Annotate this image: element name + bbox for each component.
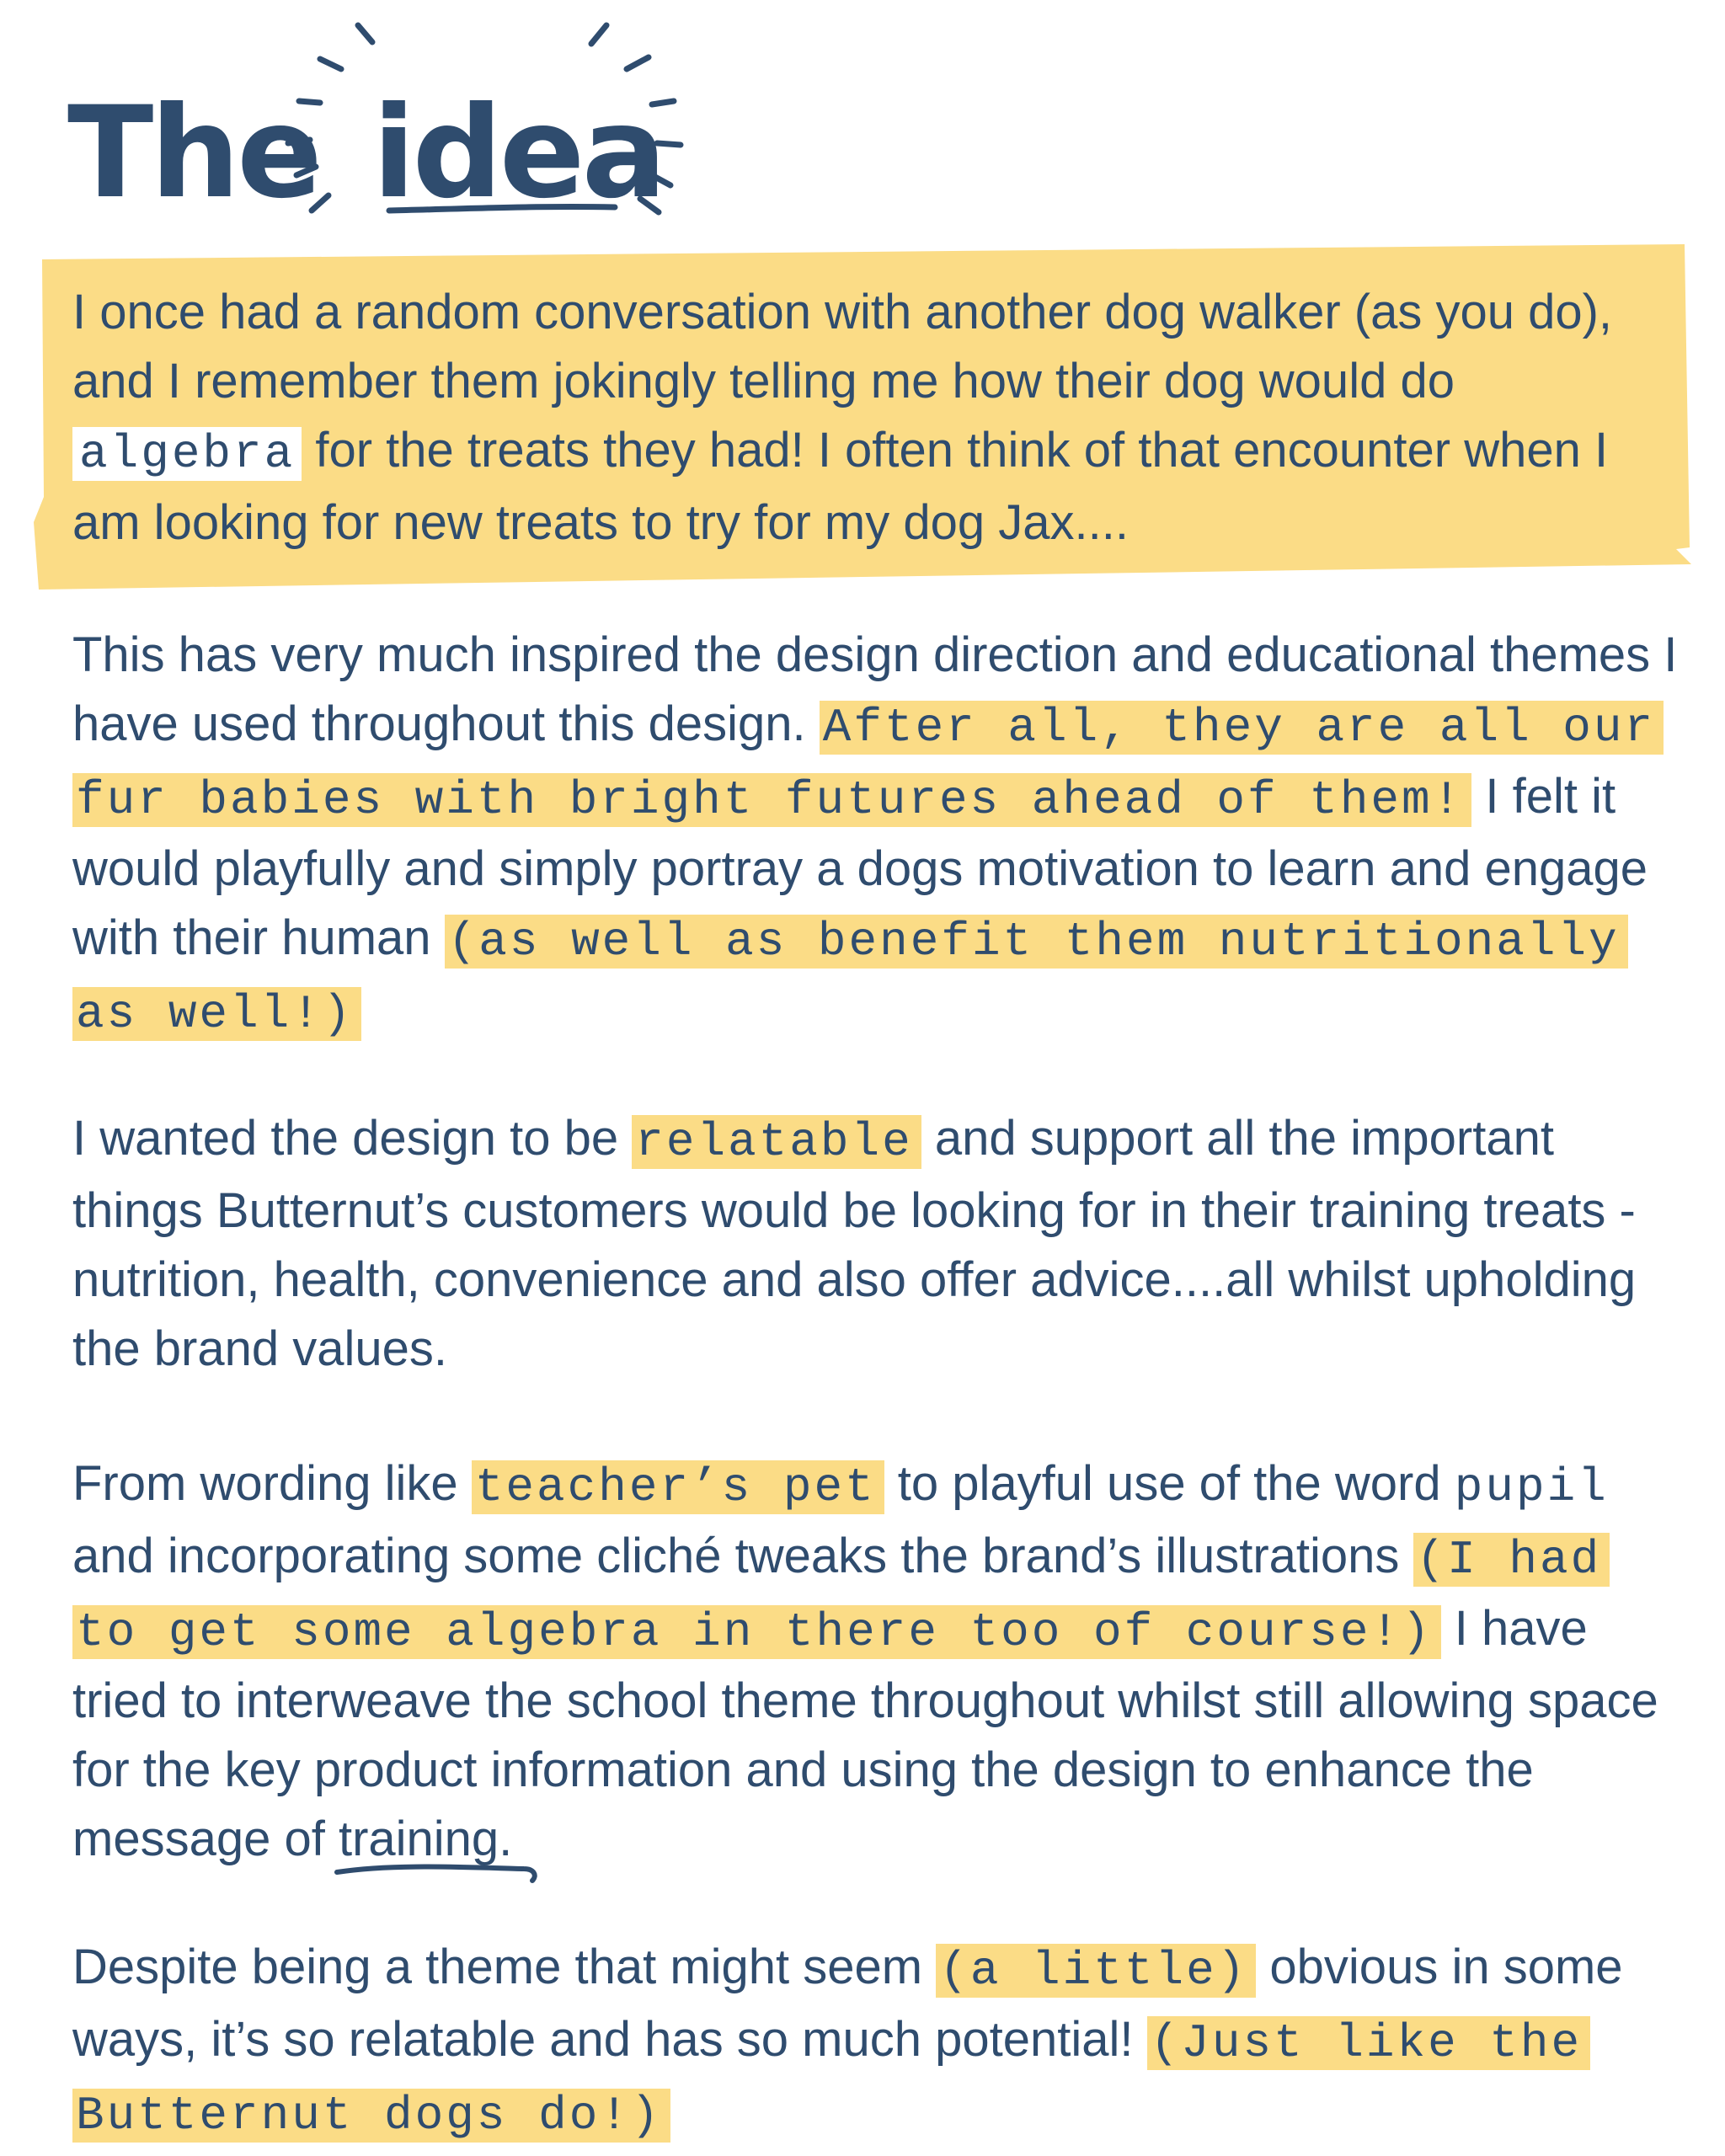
para3-text-part4: I have tried to interweave the school theme throughout whilst still allowing space for the key product information and using the design to enhance the message of <box>72 1601 1658 1866</box>
para3-highlight-algebra: (I had to get some algebra in there too of course!) <box>72 1533 1610 1659</box>
para2-text-part1: I wanted the design to be <box>72 1111 633 1166</box>
intro-paragraph <box>72 278 1681 558</box>
para2-highlight-relatable: relatable <box>632 1115 921 1169</box>
paragraph-relatable <box>72 1104 1681 1384</box>
para4-highlight-a-little: (a little) <box>936 1944 1256 1998</box>
intro-text-part2: for the treats they had! I often think of that encounter when I am looking for new treats to try for my dog Jax.... <box>72 423 1609 550</box>
para4-highlight-butternut-dogs: (Just like the Butternut dogs do!) <box>72 2016 1590 2143</box>
para4-text-part2: obvious in some ways, it’s so relatable and has so much potential! <box>72 1940 1623 2067</box>
algebra-keyword: algebra <box>72 427 302 481</box>
title-word-the: The <box>67 80 319 227</box>
paragraph-conclusion <box>72 1933 1681 2150</box>
para3-text-part3: and incorporating some cliché tweaks the brand’s illustrations <box>72 1529 1413 1583</box>
paragraph-wording <box>72 1449 1681 1874</box>
page-title <box>67 67 708 270</box>
para1-text-part1: This has very much inspired the design direction and educational themes I have used throughout this design. <box>72 627 1678 751</box>
para1-highlight-2: (as well as benefit them nutritionally as well!) <box>72 915 1628 1041</box>
para1-highlight-1: After all, they are all our fur babies with bright futures ahead of them! <box>72 701 1664 827</box>
para3-mono-pupil: pupil <box>1454 1460 1609 1514</box>
para3-highlight-teachers-pet: teacher’s pet <box>472 1460 884 1514</box>
para1-text-part2: I felt it would playfully and simply portray a dogs motivation to learn and engage with their human <box>72 769 1648 965</box>
para3-text-part2: to playful use of the word <box>884 1456 1455 1511</box>
title-word-idea: idea <box>372 80 664 227</box>
underline-squiggle-icon <box>334 1860 553 1886</box>
para2-text-part2: and support all the important things Butternut’s customers would be looking for in their training treats - nutrition, health, convenience and also offer advice....all whilst upholding the brand values. <box>72 1111 1637 1376</box>
training-underlined-word <box>339 1805 512 1874</box>
training-word: training. <box>338 1812 513 1866</box>
paragraph-inspiration <box>72 621 1681 1049</box>
para4-text-part1: Despite being a theme that might seem <box>72 1940 937 1994</box>
para3-text-part1: From wording like <box>72 1456 472 1511</box>
intro-text-part1: I once had a random conversation with another dog walker (as you do), and I remember them jokingly telling me how their dog would do <box>72 285 1613 408</box>
